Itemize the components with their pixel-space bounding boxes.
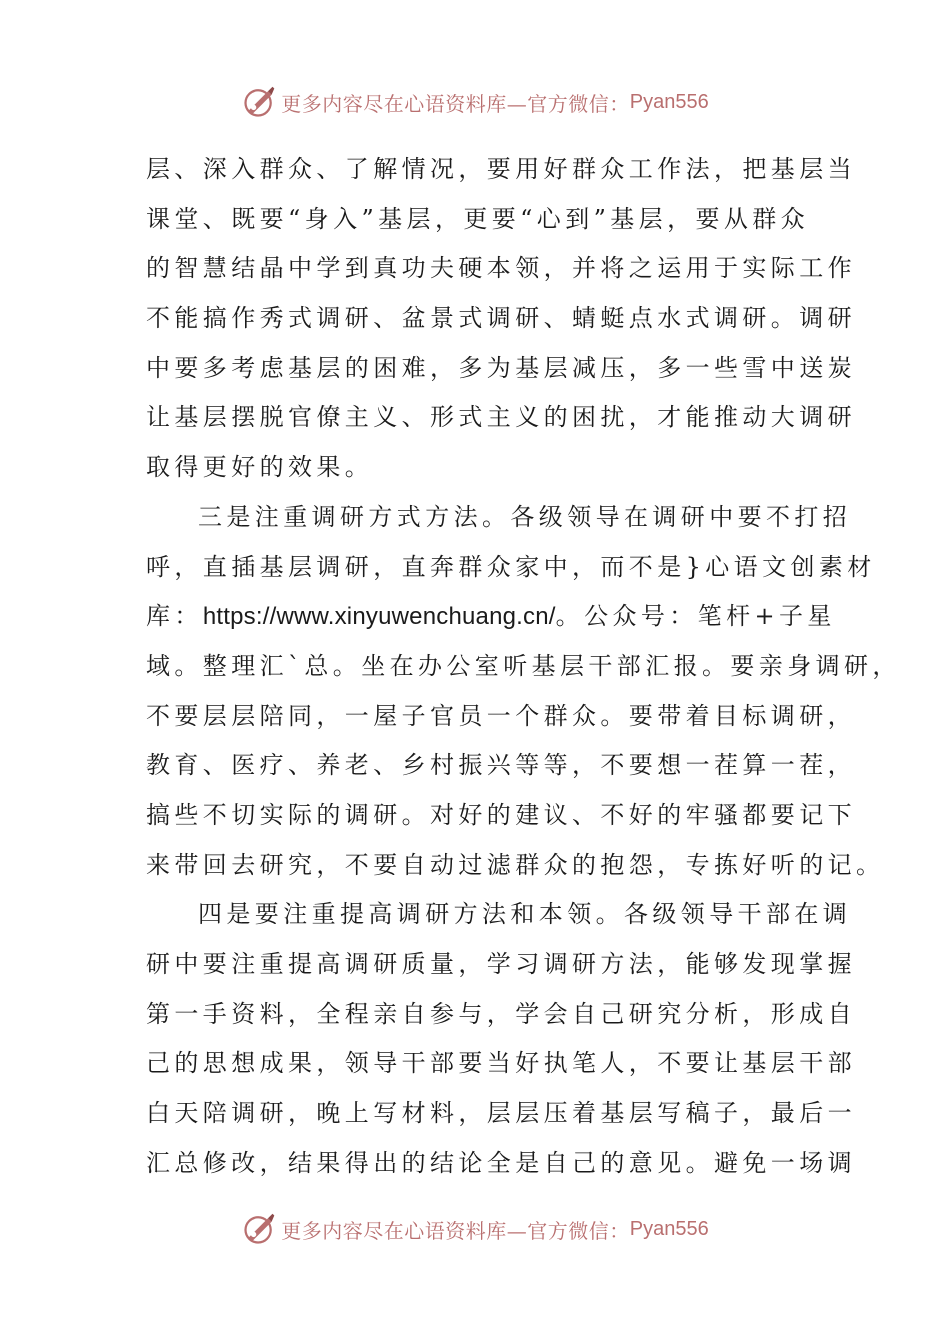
text-line: 第一手资料，全程亲自参与，学会自己研究分析，形成自 — [146, 999, 856, 1028]
text-line: 汇总修改，结果得出的结论全是自己的意见。避免一场调 — [146, 1148, 856, 1177]
text-line: 不能搞作秀式调研、盆景式调研、蜻蜓点水式调研。调研 — [146, 304, 856, 333]
footer-banner — [0, 1209, 950, 1249]
text-line: 中要多考虑基层的困难，多为基层减压，多一些雪中送炭 — [146, 353, 856, 382]
text-line: 不要层层陪同，一屋子官员一个群众。要带着目标调研， — [146, 701, 856, 730]
paragraph-first-line: 三是注重调研方式方法。各级领导在调研中要不打招 — [198, 502, 852, 531]
banner-wechat-id: Pyan556 — [629, 1217, 709, 1240]
paragraph-first-line: 四是要注重提高调研方法和本领。各级领导干部在调 — [198, 900, 852, 929]
text-line: 域。整理汇`总。坐在办公室听基层干部汇报。要亲身调研， — [146, 651, 901, 680]
url-suffix: 。公众号：笔杆+子星 — [555, 602, 836, 631]
banner-text: 更多内容尽在心语资料库—官方微信： — [281, 1218, 630, 1243]
document-body — [146, 145, 901, 1188]
text-line: 让基层摆脱官僚主义、形式主义的困扰，才能推动大调研 — [146, 403, 856, 432]
website-url: https://www.xinyuwenchuang.cn/ — [202, 603, 556, 631]
banner-wechat-id: Pyan556 — [629, 90, 709, 113]
text-line: 的智慧结晶中学到真功夫硬本领，并将之运用于实际工作 — [146, 254, 856, 283]
pen-circle-logo-icon — [241, 84, 277, 120]
pen-circle-logo-icon — [241, 1211, 277, 1247]
text-line: 搞些不切实际的调研。对好的建议、不好的牢骚都要记下 — [146, 800, 856, 829]
text-line: 层、深入群众、了解情况，要用好群众工作法，把基层当 — [146, 155, 856, 183]
text-line: 教育、医疗、养老、乡村振兴等等，不要想一茬算一茬， — [146, 751, 856, 780]
text-line: 研中要注重提高调研质量，学习调研方法，能够发现掌握 — [146, 950, 856, 978]
text-line: 课堂、既要“身入”基层，更要“心到”基层，要从群众 — [146, 204, 810, 233]
text-line: 呼，直插基层调研，直奔群众家中，而不是}心语文创素材 — [146, 552, 876, 581]
url-prefix: 库： — [146, 602, 203, 631]
text-line-with-url — [146, 592, 836, 642]
header-banner — [0, 82, 950, 122]
text-line: 来带回去研究，不要自动过滤群众的抱怨，专拣好听的记。 — [146, 850, 885, 879]
text-line: 取得更好的效果。 — [146, 453, 374, 482]
banner-text: 更多内容尽在心语资料库—官方微信： — [281, 91, 630, 116]
text-line: 己的思想成果，领导干部要当好执笔人，不要让基层干部 — [146, 1049, 856, 1078]
text-line: 白天陪调研，晚上写材料，层层压着基层写稿子，最后一 — [146, 1099, 856, 1128]
